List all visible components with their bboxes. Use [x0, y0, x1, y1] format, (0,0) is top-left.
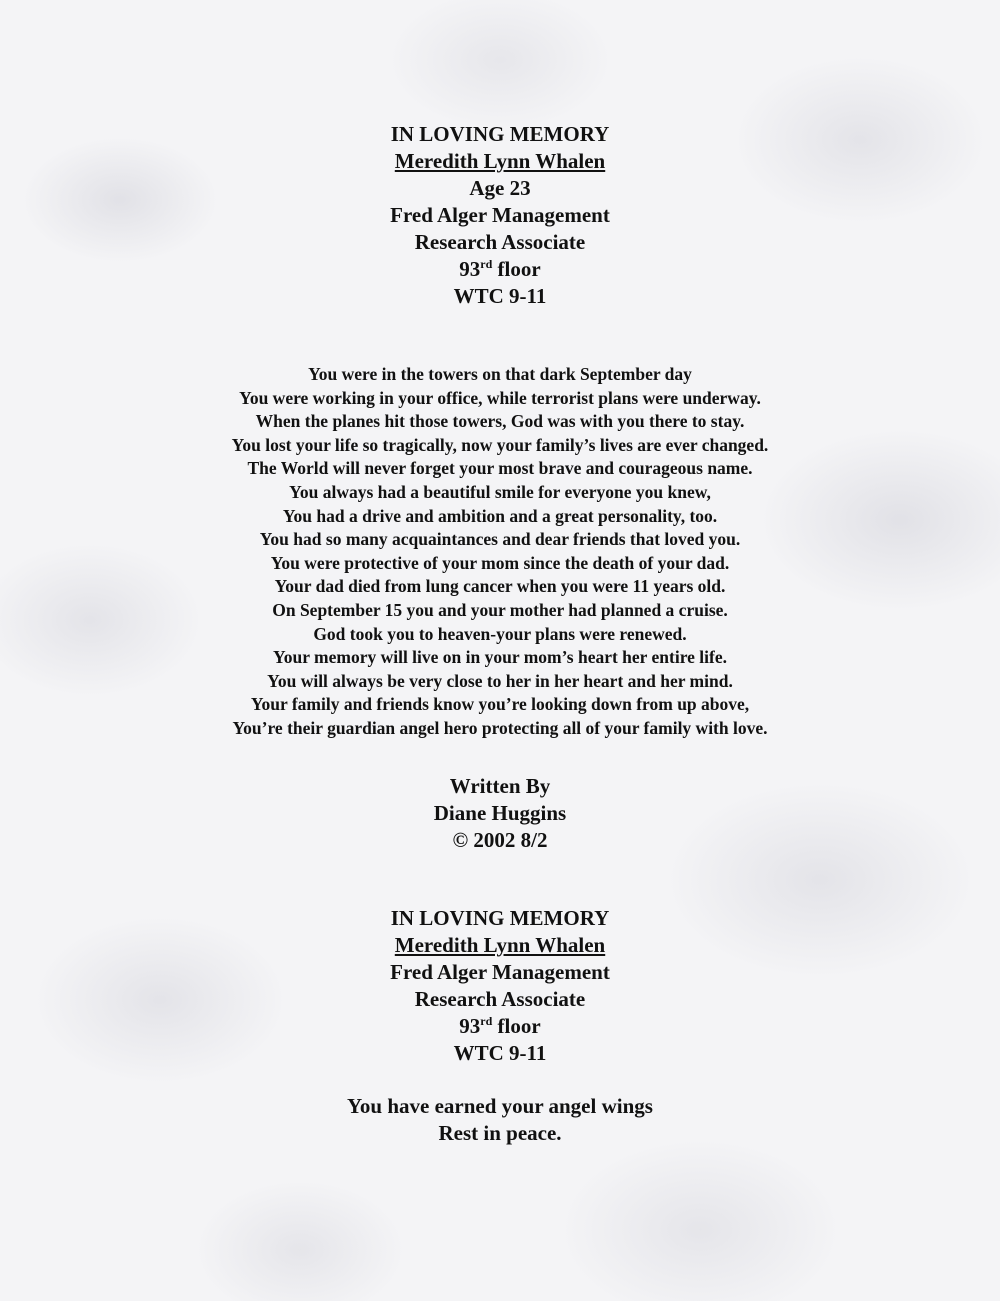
poem-line: Your dad died from lung cancer when you were 11 years old.	[274, 576, 726, 597]
poem-line: You will always be very close to her in her heart and her mind.	[267, 670, 733, 691]
memorial-location: WTC 9-11	[453, 1041, 547, 1065]
memorial-header-top	[0, 121, 1000, 310]
memorial-floor	[0, 256, 1000, 283]
memorial-heading: IN LOVING MEMORY	[390, 122, 610, 146]
poem-line: Your memory will live on in your mom’s heart her entire life.	[273, 647, 727, 668]
memorial-name: Meredith Lynn Whalen	[394, 933, 606, 957]
floor-suffix: rd	[480, 1014, 493, 1028]
poem-line: You’re their guardian angel hero protecting all of your family with love.	[232, 717, 768, 738]
closing-message	[0, 1093, 1000, 1147]
poem-line: You were protective of your mom since the death of your dad.	[270, 552, 730, 573]
poem-line: You were in the towers on that dark September day	[308, 364, 692, 384]
poem-line: You had a drive and ambition and a great personality, too.	[282, 505, 718, 526]
memorial-header-bottom	[0, 905, 1000, 1067]
memorial-position: Research Associate	[414, 230, 586, 254]
memorial-name: Meredith Lynn Whalen	[394, 149, 606, 173]
written-by-label: Written By	[449, 774, 551, 798]
memorial-position: Research Associate	[414, 987, 586, 1011]
poem-line: You always had a beautiful smile for everyone you knew,	[289, 481, 711, 502]
memorial-location: WTC 9-11	[453, 284, 547, 308]
poem-line: When the planes hit those towers, God was with you there to stay.	[255, 411, 745, 432]
poem-line: On September 15 you and your mother had planned a cruise.	[272, 599, 728, 620]
poem-line: You had so many acquaintances and dear friends that loved you.	[259, 529, 741, 550]
memorial-heading: IN LOVING MEMORY	[390, 906, 610, 930]
poem-line: You were working in your office, while terrorist plans were underway.	[239, 387, 761, 408]
poem-line: You lost your life so tragically, now your family’s lives are ever changed.	[231, 434, 769, 455]
floor-suffix: rd	[480, 257, 493, 271]
copyright-notice: © 2002 8/2	[452, 828, 548, 852]
memorial-floor	[0, 1013, 1000, 1040]
poem-line: Your family and friends know you’re looking down from up above,	[250, 694, 750, 715]
floor-number: 93	[459, 257, 481, 281]
floor-word: floor	[497, 1014, 541, 1038]
memorial-company: Fred Alger Management	[390, 203, 610, 227]
memorial-company: Fred Alger Management	[390, 960, 610, 984]
floor-word: floor	[497, 257, 541, 281]
poem	[0, 363, 1000, 741]
closing-line-rest: Rest in peace.	[438, 1121, 562, 1145]
poem-line: God took you to heaven-your plans were renewed.	[313, 623, 687, 644]
poem-line: The World will never forget your most brave and courageous name.	[247, 458, 753, 479]
author-credit	[0, 773, 1000, 854]
memorial-age: Age 23	[469, 176, 531, 200]
author-name: Diane Huggins	[433, 801, 567, 825]
closing-line-wings: You have earned your angel wings	[347, 1094, 653, 1118]
floor-number: 93	[459, 1014, 481, 1038]
